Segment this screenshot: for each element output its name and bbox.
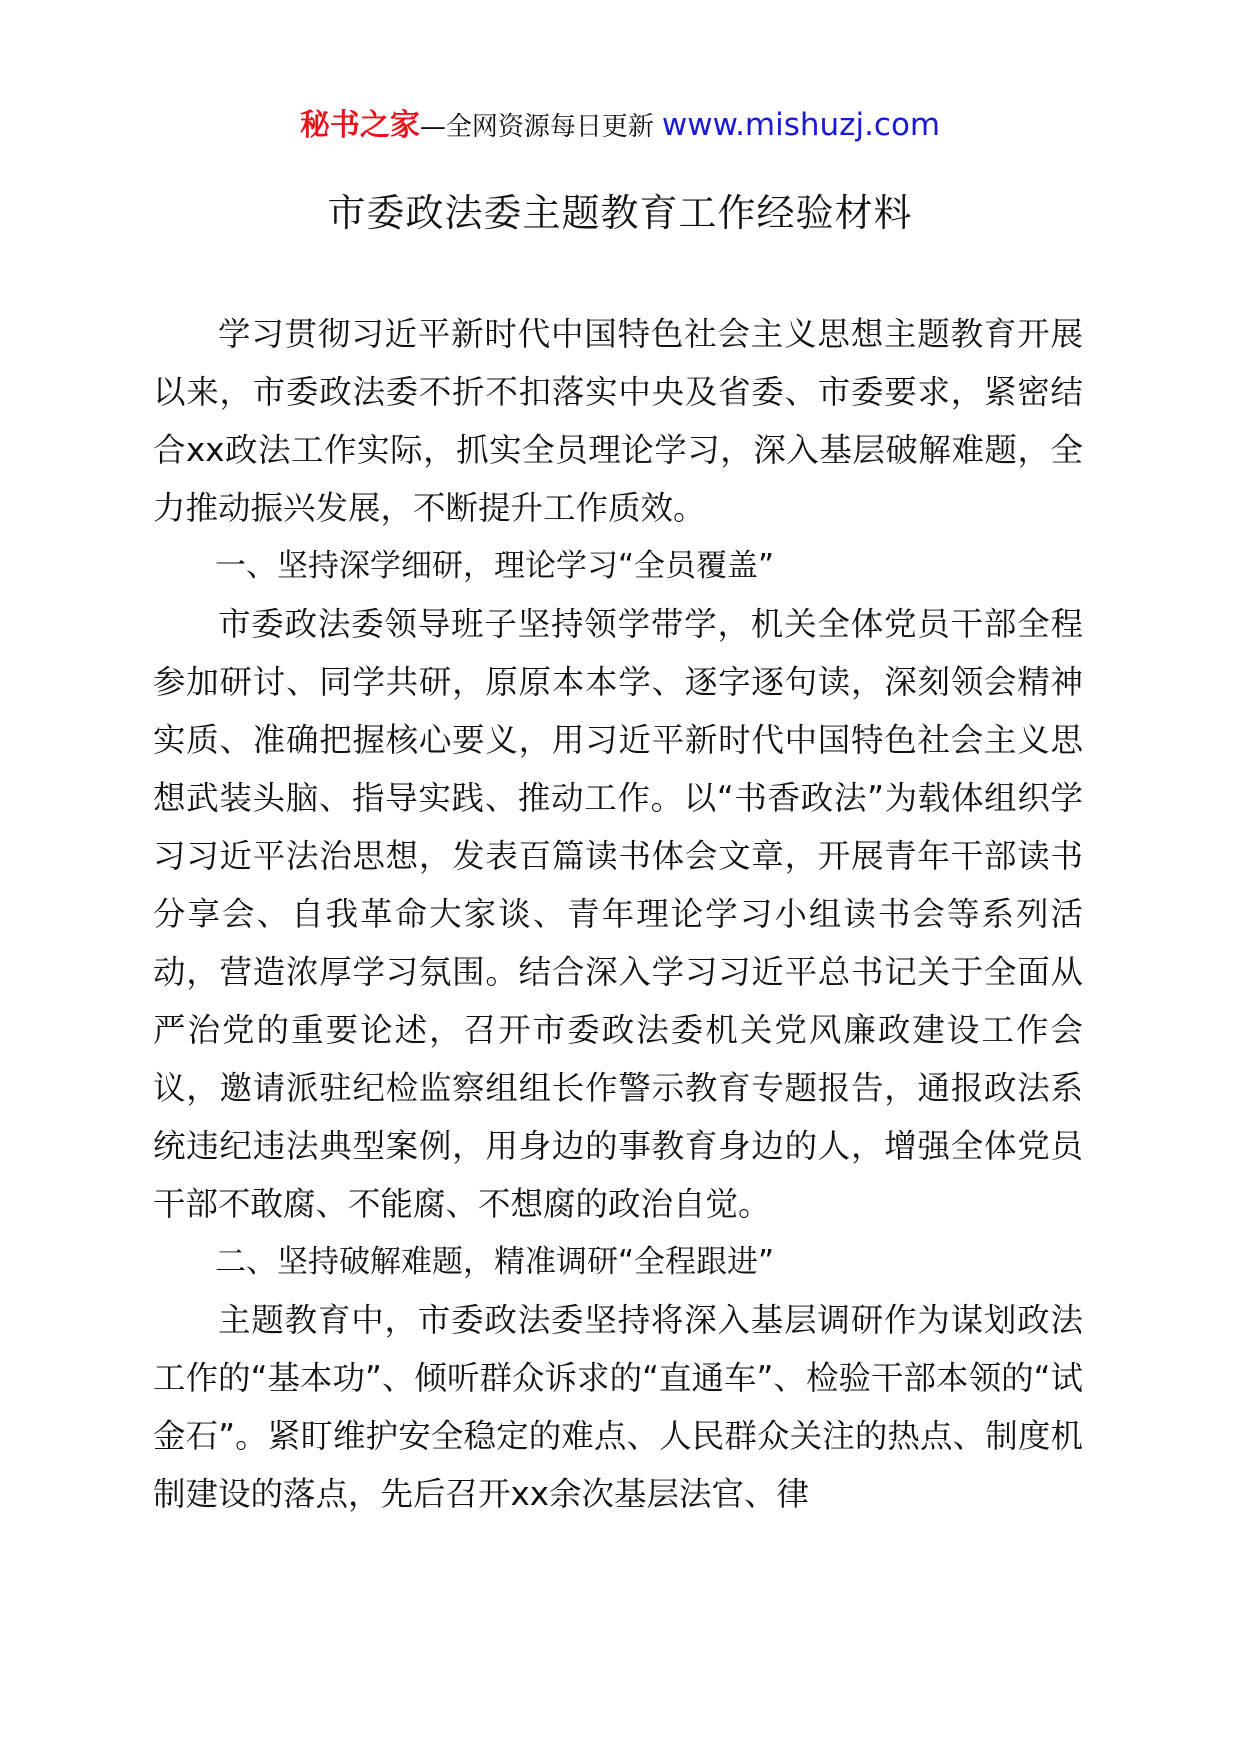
- site-tagline: —全网资源每日更新: [419, 112, 654, 142]
- watermark-header: [0, 103, 1240, 149]
- site-brand: 秘书之家: [299, 108, 420, 143]
- document-body: [153, 305, 1083, 1523]
- paragraph-section-2: 主题教育中，市委政法委坚持将深入基层调研作为谋划政法工作的“基本功”、倾听群众诉求的“直通车”、检验干部本领的“试金石”。紧盯维护安全稳定的难点、人民群众关注的热点、制度机制建设的落点，先后召开xx余次基层法官、律: [153, 1301, 1083, 1513]
- section-heading-1: 一、坚持深学细研，理论学习“全员覆盖”: [215, 548, 775, 584]
- document-title: 市委政法委主题教育工作经验材料: [327, 191, 913, 235]
- section-heading-2: 二、坚持破解难题，精准调研“全程跟进”: [215, 1244, 775, 1280]
- site-url-link[interactable]: www.mishuzj.com: [661, 107, 941, 143]
- paragraph-intro: 学习贯彻习近平新时代中国特色社会主义思想主题教育开展以来，市委政法委不折不扣落实中央及省委、市委要求，紧密结合xx政法工作实际，抓实全员理论学习，深入基层破解难题，全力推动振兴发展，不断提升工作质效。: [153, 315, 1083, 527]
- paragraph-section-1: 市委政法委领导班子坚持领学带学，机关全体党员干部全程参加研讨、同学共研，原原本本学、逐字逐句读，深刻领会精神实质、准确把握核心要义，用习近平新时代中国特色社会主义思想武装头脑、指导实践、推动工作。以“书香政法”为载体组织学习习近平法治思想，发表百篇读书体会文章，开展青年干部读书分享会、自我革命大家谈、青年理论学习小组读书会等系列活动，营造浓厚学习氛围。结合深入学习习近平总书记关于全面从严治党的重要论述，召开市委政法委机关党风廉政建设工作会议，邀请派驻纪检监察组组长作警示教育专题报告，通报政法系统违纪违法典型案例，用身边的事教育身边的人，增强全体党员干部不敢腐、不能腐、不想腐的政治自觉。: [153, 605, 1083, 1223]
